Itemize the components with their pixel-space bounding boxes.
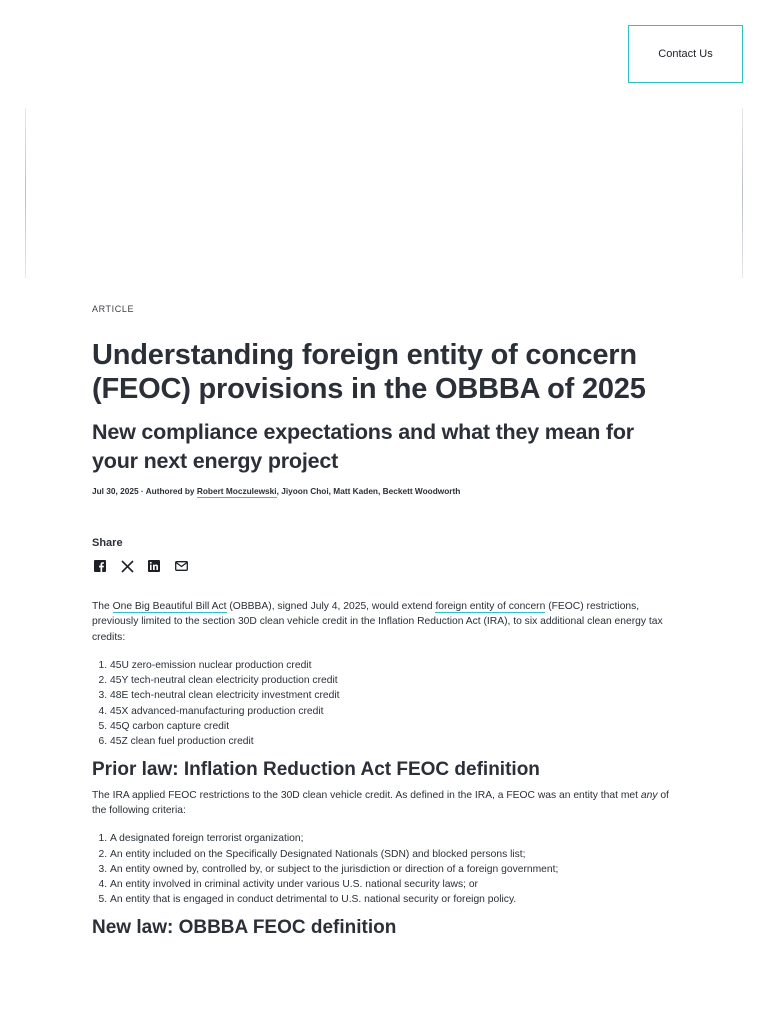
hero-left-edge xyxy=(25,108,26,278)
hero-image-area xyxy=(25,108,743,278)
prior-emphasis: any xyxy=(640,789,658,801)
article-type-label: ARTICLE xyxy=(92,304,135,314)
share-icons xyxy=(92,558,682,574)
list-item: 5. An entity that is engaged in conduct detrimental to U.S. national security or foreign policy. xyxy=(110,892,682,907)
credits-list xyxy=(92,658,682,750)
linkedin-icon[interactable] xyxy=(146,558,162,574)
list-item: 2. An entity included on the Specifically Designated Nationals (SDN) and blocked persons list; xyxy=(110,847,682,862)
facebook-icon[interactable] xyxy=(92,558,108,574)
article-content xyxy=(92,300,682,940)
list-item: 4. An entity involved in criminal activity under various U.S. national security laws; or xyxy=(110,877,682,892)
list-item: 1. 45U zero-emission nuclear production credit xyxy=(110,658,682,673)
new-law-heading: New law: OBBBA FEOC definition xyxy=(92,916,397,938)
criteria-list xyxy=(92,831,682,907)
x-icon[interactable] xyxy=(119,558,135,574)
intro-text-1: The xyxy=(92,601,113,612)
list-item: 6. 45Z clean fuel production credit xyxy=(110,734,682,749)
article-subtitle: New compliance expectations and what they mean for your next energy project xyxy=(92,420,634,473)
prior-law-paragraph xyxy=(92,788,682,819)
hero-right-edge xyxy=(742,108,743,278)
prior-text-1: The IRA applied FEOC restrictions to the 30D clean vehicle credit. As defined in the IRA, a FEOC was an entity that met xyxy=(92,789,641,801)
intro-text-3: (FEOC) restrictions, previously limited to the section 30D clean vehicle credit in the Inflation Reduction Act (IRA), to six additional clean energy tax credits: xyxy=(92,601,663,643)
list-item: 3. An entity owned by, controlled by, or subject to the jurisdiction or direction of a foreign government; xyxy=(110,862,682,877)
obbba-link[interactable]: One Big Beautiful Bill Act xyxy=(112,601,227,612)
byline-date: Jul 30, 2025 · Authored by xyxy=(92,486,197,496)
prior-text-2: of the following criteria: xyxy=(92,789,669,816)
list-item: 4. 45X advanced-manufacturing production credit xyxy=(110,704,682,719)
intro-paragraph xyxy=(92,599,682,645)
article-title: Understanding foreign entity of concern (FEOC) provisions in the OBBBA of 2025 xyxy=(92,339,646,405)
byline-authors: , Jiyoon Choi, Matt Kaden, Beckett Woodworth xyxy=(276,486,461,496)
list-item: 5. 45Q carbon capture credit xyxy=(110,719,682,734)
byline xyxy=(92,485,682,497)
prior-law-heading: Prior law: Inflation Reduction Act FEOC definition xyxy=(92,758,540,780)
author-link[interactable]: Robert Moczulewski xyxy=(196,486,277,496)
email-icon[interactable] xyxy=(173,558,189,574)
intro-text-2: (OBBBA), signed July 4, 2025, would extend xyxy=(226,601,436,612)
contact-us-button[interactable]: Contact Us xyxy=(628,25,743,83)
list-item: 2. 45Y tech-neutral clean electricity production credit xyxy=(110,673,682,688)
list-item: 3. 48E tech-neutral clean electricity investment credit xyxy=(110,688,682,703)
share-label: Share xyxy=(92,537,123,549)
list-item: 1. A designated foreign terrorist organization; xyxy=(110,831,682,846)
feoc-link[interactable]: foreign entity of concern xyxy=(435,601,546,612)
